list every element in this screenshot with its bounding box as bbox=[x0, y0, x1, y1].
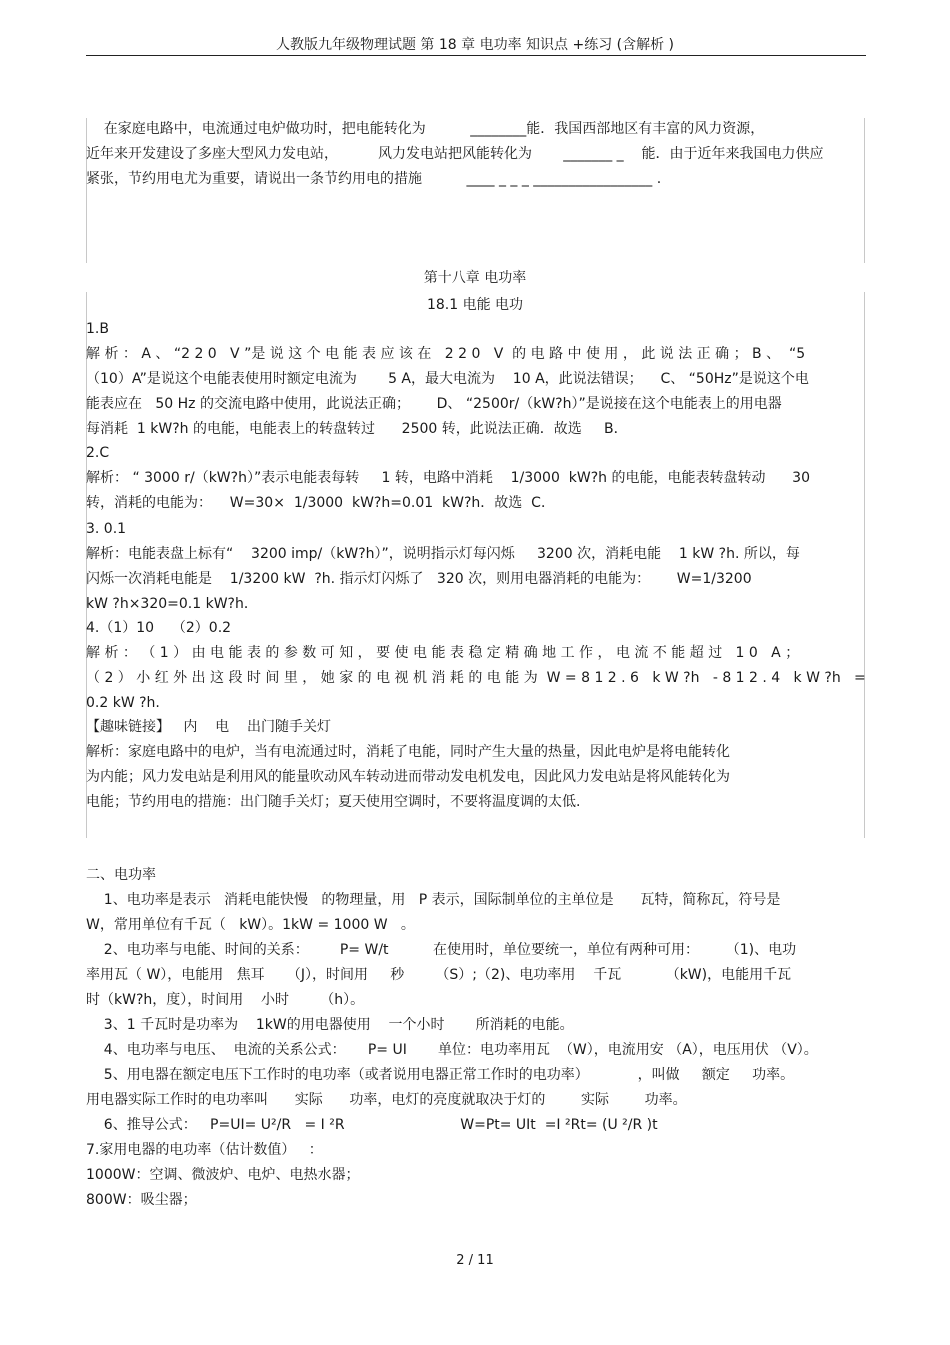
power-line: W，常用单位有千瓦（ kW）。1kW = 1000 W 。 bbox=[86, 917, 415, 933]
answer-line: 电能；节约用电的措施：出门随手关灯；夏天使用空调时，不要将温度调的太低. bbox=[86, 794, 581, 810]
power-line: 7.家用电器的电功率（估计数值） ： bbox=[86, 1142, 323, 1158]
answer-line: 1.B bbox=[86, 321, 109, 337]
power-line: 率用瓦（ W），电能用 焦耳 （J），时间用 秒 （S）;（2)、电功率用 千瓦 （kW)，电能用千瓦 bbox=[86, 967, 792, 983]
page-number: 2 / 11 bbox=[456, 1253, 494, 1268]
answer-line: 每消耗 1 kW?h 的电能，电能表上的转盘转过 2500 转，此说法正确．故选 B． bbox=[86, 421, 628, 437]
answer-line: 2.C bbox=[86, 445, 110, 461]
power-line: 时（kW?h，度），时间用 小时 （h）。 bbox=[86, 992, 365, 1008]
answer-line: 解析：家庭电路中的电炉，当有电流通过时，消耗了电能，同时产生大量的热量，因此电炉是将电能转化 bbox=[86, 744, 730, 760]
answers-right-border bbox=[864, 292, 865, 838]
intro-line-1: 在家庭电路中，电流通过电炉做功时，把电能转化为 ________能．我国西部地区有丰富的风力资源， bbox=[86, 121, 765, 137]
power-line: 2、电功率与电能、时间的关系： P= W/t 在使用时，单位要统一，单位有两种可用： （1)、电功 bbox=[86, 942, 797, 958]
answer-line: （ 2 ） 小 红 外 出 这 段 时 间 里 ， 她 家 的 电 视 机 消 耗 的 电 能 为 W = 8 1 2 . 6 k W ?h - 8 1 2 . 4 k W ?h = bbox=[86, 670, 866, 686]
answer-line: 能表应在 50 Hz 的交流电路中使用，此说法正确； D、 “2500r/（kW?h）”是说接在这个电能表上的用电器 bbox=[86, 396, 782, 412]
page-header-title: 人教版九年级物理试题 第 18 章 电功率 知识点 +练习 (含解析 ) bbox=[275, 37, 675, 53]
answer-line: 解 析 ： A 、 “2 2 0 V ”是 说 这 个 电 能 表 应 该 在 2 2 0 V 的 电 路 中 使 用 ， 此 说 法 正 确 ； B 、 “5 bbox=[86, 346, 806, 362]
intro-line-2: 近年来开发建设了多座大型风力发电站， 风力发电站把风能转化为 _______ _ 能．由于近年来我国电力供应 bbox=[86, 146, 824, 162]
power-line: 6、推导公式： P=UI= U²/R = I ²R W=Pt= UIt =I ²Rt= (U ²/R )t bbox=[86, 1117, 658, 1133]
power-line: 5、用电器在额定电压下工作时的电功率（或者说用电器正常工作时的电功率） ，叫做 额定 功率。 bbox=[86, 1067, 795, 1083]
answer-line: 解 析 ： （ 1 ） 由 电 能 表 的 参 数 可 知 ， 要 使 电 能 表 稳 定 精 确 地 工 作 ， 电 流 不 能 超 过 1 0 A ； bbox=[86, 645, 800, 661]
power-line: 800W：吸尘器； bbox=[86, 1192, 197, 1208]
answer-line: 解析： “ 3000 r/（kW?h）”表示电能表每转 1 转，电路中消耗 1/3000 kW?h 的电能，电能表转盘转动 30 bbox=[86, 470, 810, 486]
answer-line: 为内能；风力发电站是利用风的能量吹动风车转动进而带动发电机发电，因此风力发电站是将风能转化为 bbox=[86, 769, 730, 785]
answer-line: （10）A”是说这个电能表使用时额定电流为 5 A，最大电流为 10 A，此说法错误； C、 “50Hz”是说这个电 bbox=[86, 371, 809, 387]
intro-line-3: 紧张，节约用电尤为重要，请说出一条节约用电的措施 ____ _ _ _ _________________ . bbox=[86, 171, 662, 187]
header-rule bbox=[86, 55, 866, 56]
power-line: 3、1 千瓦时是功率为 1kW的用电器使用 一个小时 所消耗的电能。 bbox=[86, 1017, 574, 1033]
answer-line: kW ?h×320=0.1 kW?h． bbox=[86, 596, 258, 612]
power-line: 用电器实际工作时的电功率叫 实际 功率，电灯的亮度就取决于灯的 实际 功率。 bbox=[86, 1092, 687, 1108]
answer-line: 解析：电能表盘上标有“ 3200 imp/（kW?h）”，说明指示灯每闪烁 3200 次，消耗电能 1 kW ?h. 所以，每 bbox=[86, 546, 800, 562]
section-title: 18.1 电能 电功 bbox=[426, 297, 524, 313]
power-heading: 二、电功率 bbox=[86, 867, 156, 883]
answer-line: 3. 0.1 bbox=[86, 521, 127, 537]
answer-line: 4.（1）10 （2）0.2 bbox=[86, 620, 232, 636]
answer-line: 闪烁一次消耗电能是 1/3200 kW ?h. 指示灯闪烁了 320 次，则用电器消耗的电能为： W=1/3200 bbox=[86, 571, 752, 587]
intro-left-border bbox=[86, 118, 87, 263]
answer-line: 转，消耗的电能为： W=30× 1/3000 kW?h=0.01 kW?h．故选 C． bbox=[86, 495, 555, 511]
answer-line: 0.2 kW ?h. bbox=[86, 695, 160, 711]
answer-line: 【趣味链接】 内 电 出门随手关灯 bbox=[86, 719, 331, 735]
power-line: 1000W：空调、微波炉、电炉、电热水器； bbox=[86, 1167, 360, 1183]
power-line: 1、电功率是表示 消耗电能快慢 的物理量，用 P 表示，国际制单位的主单位是 瓦特，简称瓦，符号是 bbox=[86, 892, 781, 908]
power-line: 4、电功率与电压、 电流的关系公式： P= UI 单位：电功率用瓦 （W），电流用安 （A），电压用伏 （V）。 bbox=[86, 1042, 818, 1058]
intro-right-border bbox=[864, 118, 865, 263]
chapter-title: 第十八章 电功率 bbox=[423, 270, 527, 286]
